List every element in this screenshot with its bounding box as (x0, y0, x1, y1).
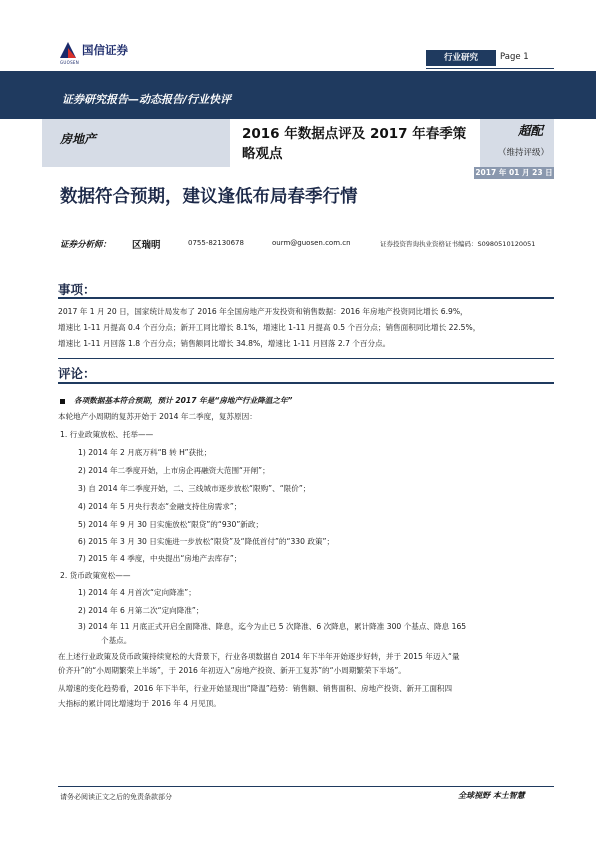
headline: 数据符合预期，建议逢低布局春季行情 (60, 187, 358, 207)
events-line: 增速比 1-11 月回落 1.8 个百分点；销售额同比增长 34.8%，增速比 1-11 月回落 2.7 个百分点。 (58, 339, 391, 348)
list-item: 5) 2014 年 9 月 30 日实施放松“限贷”的“930”新政； (78, 520, 264, 529)
list-item-continued: 个基点。 (101, 636, 132, 645)
analyst-email[interactable]: ourm@guosen.com.cn (272, 239, 351, 247)
comments-title: 评论： (58, 366, 96, 381)
list-item: 3) 2014 年 11 月底正式开启全面降准、降息，迄今为止已 5 次降准、6 次降息，累计降准 300 个基点、降息 165 (78, 622, 467, 631)
events-rule (58, 297, 554, 299)
list-item: 1) 2014 年 2 月底万科“B 转 H”获批； (78, 448, 212, 457)
footer-slogan: 全球视野 本土智慧 (458, 791, 525, 800)
guosen-logo-icon (58, 40, 78, 60)
closing-line: 价齐升”的“小周期繁荣上半场”，于 2016 年初迈入“房地产投资、新开工复苏”的“小周期繁荣下半场”。 (58, 666, 406, 675)
list-item: 4) 2014 年 5 月央行表态“金融支持住房需求”； (78, 502, 242, 511)
rating-note: （维持评级） (498, 148, 550, 158)
header-rule (426, 68, 554, 69)
closing-line: 在上述行业政策及货币政策持续宽松的大背景下，行业各项数据自 2014 年下半年开始逐步好转，并于 2015 年迈入“量 (58, 652, 460, 661)
analyst-name: 区瑞明 (132, 240, 161, 251)
footer-rule (58, 786, 554, 787)
footer-disclaimer: 请务必阅读正文之后的免责条款部分 (60, 793, 172, 801)
analyst-label: 证券分析师： (60, 240, 112, 250)
comments-bullet: 各项数据基本符合预期，预计 2017 年是“房地产行业降温之年” (74, 396, 293, 405)
events-line: 增速比 1-11 月提高 0.4 个百分点；新开工同比增长 8.1%，增速比 1-11 月提高 0.5 个百分点；销售面积同比增长 22.5%， (58, 323, 481, 332)
list-item: 2) 2014 年二季度开始，上市房企再融资大范围“开闸”； (78, 466, 270, 475)
square-bullet-icon (60, 399, 65, 404)
list-item: 6) 2015 年 3 月 30 日实施进一步放松“限贷”及“降低首付”的“330 政策”； (78, 537, 335, 546)
comments-sub2: 2. 货币政策宽松—— (60, 571, 131, 580)
sector-name: 房地产 (60, 132, 97, 146)
header-label: 行业研究 (443, 53, 478, 63)
comments-sub1: 1. 行业政策放松、托举—— (60, 430, 154, 439)
brand-name: 国信证券 (82, 43, 128, 57)
report-date: 2017 年 01 月 23 日 (475, 168, 553, 177)
rating: 超配 (518, 123, 544, 138)
comments-rule (58, 382, 554, 384)
analyst-phone: 0755-82130678 (188, 239, 244, 247)
list-item: 7) 2015 年 4 季度，中央提出“房地产去库存”； (78, 554, 242, 563)
events-line: 2017 年 1 月 20 日，国家统计局发布了 2016 年全国房地产开发投资和销售数据：2016 年房地产投资同比增长 6.9%， (58, 307, 468, 316)
closing-line: 从增速的变化趋势看，2016 年下半年，行业开始显现出“降温”趋势：销售额、销售面积、房地产投资、新开工面积四 (58, 684, 453, 693)
brand-sub: GUOSEN (60, 60, 80, 65)
comments-intro: 本轮地产小周期的复苏开始于 2014 年二季度，复苏原因： (58, 412, 257, 421)
closing-line: 大指标的累计同比增速均于 2016 年 4 月见顶。 (58, 699, 221, 708)
analyst-cert: 证券投资咨询执业资格证书编码：S0980510120051 (380, 240, 536, 248)
list-item: 2) 2014 年 6 月第二次“定向降准”； (78, 606, 204, 615)
list-item: 3) 自 2014 年二季度开始，二、三线城市逐步放松“限购”、“限价”； (78, 484, 311, 493)
report-type: 证券研究报告—动态报告/行业快评 (62, 93, 232, 106)
events-title: 事项： (58, 282, 96, 297)
page-number: Page 1 (500, 52, 529, 62)
guosen-logo (58, 40, 178, 66)
report-title: 2016 年数据点评及 2017 年春季策略观点 (242, 126, 467, 162)
list-item: 1) 2014 年 4 月首次“定向降准”； (78, 588, 196, 597)
events-bottom-rule (58, 358, 554, 359)
